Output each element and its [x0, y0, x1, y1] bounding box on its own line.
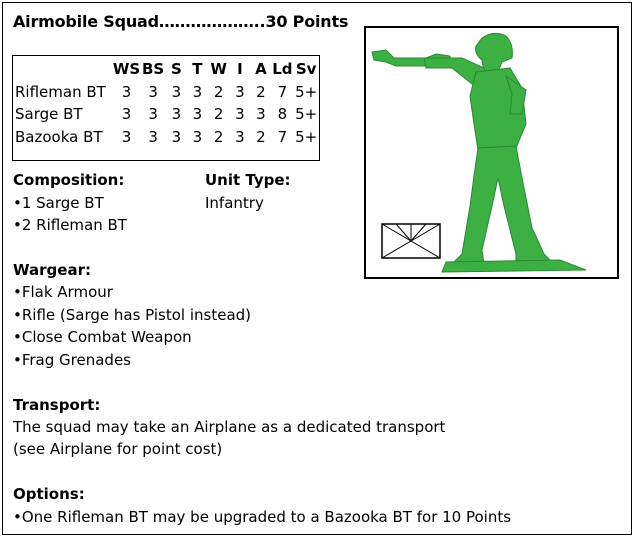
stat-header-bs: BS [141, 60, 165, 79]
stat-header-i: I [237, 60, 243, 79]
stat-cell: 3 [256, 105, 266, 124]
stat-cell: 2 [256, 82, 266, 101]
stat-row [15, 103, 319, 126]
composition-item: •2 Rifleman BT [13, 216, 127, 234]
stat-header-sv: Sv [295, 60, 317, 79]
options-heading: Options: [13, 485, 85, 503]
stat-cell: 3 [235, 127, 245, 146]
wargear-item: •Rifle (Sarge has Pistol instead) [13, 306, 252, 324]
stat-row [15, 81, 319, 104]
stat-header-ld: Ld [272, 60, 293, 79]
stat-header-ws: WS [112, 60, 141, 79]
stat-header-a: A [255, 60, 267, 79]
transport-heading: Transport: [13, 396, 101, 414]
unit-image-frame [364, 26, 619, 279]
stat-cell: 3 [148, 127, 158, 146]
stat-cell: 3 [235, 82, 245, 101]
stat-row-name: Bazooka BT [15, 127, 103, 146]
unit-type-value: Infantry [205, 194, 264, 212]
stat-cell: 2 [213, 127, 224, 146]
stat-cell: 5+ [295, 105, 318, 124]
stat-row-name: Sarge BT [15, 105, 83, 124]
stat-cell: 2 [213, 82, 224, 101]
stat-cell: 3 [171, 127, 182, 146]
unit-card [2, 2, 632, 535]
stat-header-w: W [210, 60, 227, 79]
stat-cell: 3 [171, 82, 182, 101]
stat-row [15, 126, 319, 149]
options-item: •One Rifleman BT may be upgraded to a Bazooka BT for 10 Points [13, 508, 512, 526]
transport-line: The squad may take an Airplane as a dedicated transport [13, 418, 446, 436]
stat-cell: 7 [277, 127, 288, 146]
stat-cell: 5+ [295, 82, 318, 101]
stat-header-t: T [192, 60, 203, 79]
wargear-item: •Flak Armour [13, 283, 113, 301]
stat-cell: 2 [256, 127, 266, 146]
transport-line: (see Airplane for point cost) [13, 440, 223, 458]
stat-cell: 3 [121, 127, 132, 146]
stat-cell: 3 [192, 105, 203, 124]
stat-header-row [15, 58, 319, 81]
stat-cell: 5+ [295, 127, 318, 146]
wargear-heading: Wargear: [13, 261, 91, 279]
composition-heading: Composition: [13, 171, 125, 189]
stat-cell: 2 [213, 105, 224, 124]
stat-cell: 3 [121, 82, 132, 101]
stat-cell: 7 [277, 82, 288, 101]
stat-cell: 3 [148, 82, 158, 101]
wargear-item: •Close Combat Weapon [13, 328, 192, 346]
stat-cell: 8 [277, 105, 288, 124]
stat-cell: 3 [192, 127, 203, 146]
stat-table [12, 55, 320, 161]
unit-type-heading: Unit Type: [205, 171, 291, 189]
composition-item: •1 Sarge BT [13, 194, 104, 212]
stat-cell: 3 [148, 105, 158, 124]
stat-cell: 3 [171, 105, 182, 124]
infantry-symbol-icon [382, 224, 440, 258]
stat-cell: 3 [121, 105, 132, 124]
stat-cell: 3 [235, 105, 245, 124]
stat-row-name: Rifleman BT [15, 82, 106, 101]
unit-title: Airmobile Squad………………..30 Points [13, 12, 349, 31]
army-soldier-figure-icon [366, 28, 617, 277]
stat-header-s: S [171, 60, 182, 79]
stat-cell: 3 [192, 82, 203, 101]
stat-header-blank [15, 58, 113, 81]
wargear-item: •Frag Grenades [13, 351, 131, 369]
